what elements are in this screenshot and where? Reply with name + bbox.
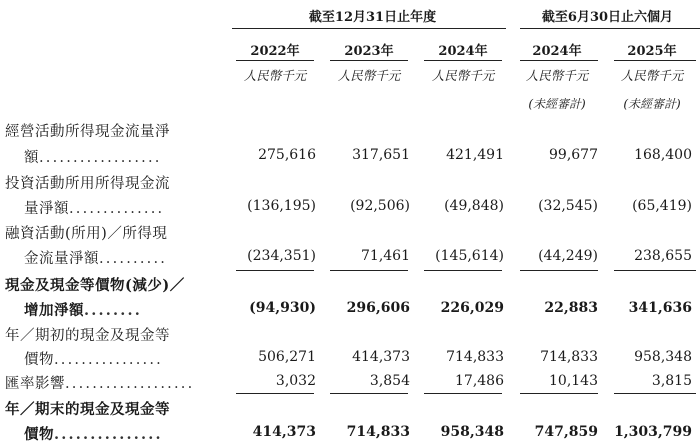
- value-cell: 3,032: [275, 373, 316, 389]
- total-rule-1: [236, 393, 314, 394]
- unaudited-note-2: (未經審計): [623, 97, 681, 111]
- leader-dots: ..............: [69, 201, 165, 217]
- row-label-text: 價物: [24, 352, 54, 368]
- subtotal-rule-5: [614, 270, 696, 271]
- value-cell: 71,461: [361, 248, 410, 264]
- unit-label-2: 人民幣千元: [337, 68, 401, 83]
- value-cell: 414,373: [252, 424, 316, 440]
- value-cell: (44,249): [538, 248, 598, 264]
- row-label-net-change-line2: [24, 299, 142, 320]
- row-label-closing-line2: [24, 423, 163, 444]
- header-group-annual: 截至12月31日止年度: [308, 10, 437, 25]
- value-cell: 958,348: [440, 424, 504, 440]
- year-header-1: 2022年: [250, 44, 300, 59]
- value-cell: (234,351): [247, 248, 316, 264]
- header-group-interim: 截至6月30日止六個月: [541, 10, 674, 25]
- leader-dots: ................: [54, 352, 163, 368]
- row-label-operating-line1: 經營活動所得現金流量淨: [5, 124, 170, 140]
- value-cell: 17,486: [455, 373, 504, 389]
- row-label-investing-line1: 投資活動所用所得現金流: [5, 176, 170, 192]
- value-cell: 99,677: [549, 147, 598, 163]
- value-cell: 296,606: [346, 300, 410, 316]
- leader-dots: ..........: [99, 251, 168, 267]
- total-rule-4: [520, 393, 598, 394]
- year-rule-3: [424, 60, 502, 61]
- row-label-opening-line1: 年／期初的現金及現金等: [5, 328, 170, 344]
- row-label-text: 額: [24, 150, 39, 166]
- value-cell: (94,930): [249, 300, 316, 316]
- value-cell: 3,854: [369, 373, 410, 389]
- year-header-2: 2023年: [344, 44, 394, 59]
- year-header-5: 2025年: [627, 44, 677, 59]
- leader-dots: ........: [84, 302, 142, 319]
- value-cell: 275,616: [258, 147, 316, 163]
- year-rule-5: [614, 60, 696, 61]
- leader-dots: ..................: [39, 150, 162, 166]
- year-rule-4: [520, 60, 598, 61]
- row-label-financing-line2: [24, 247, 167, 268]
- value-cell: 3,815: [651, 373, 692, 389]
- subtotal-rule-3: [424, 270, 502, 271]
- year-header-4: 2024年: [532, 44, 582, 59]
- value-cell: 226,029: [440, 300, 504, 316]
- value-cell: 506,271: [258, 349, 316, 365]
- unit-label-4: 人民幣千元: [525, 68, 589, 83]
- value-cell: 341,636: [628, 300, 692, 316]
- unit-label-1: 人民幣千元: [243, 68, 307, 83]
- row-label-net-change-line1: 現金及現金等價物(減少)／: [5, 277, 185, 294]
- value-cell: (92,506): [350, 198, 410, 214]
- value-cell: 958,348: [634, 349, 692, 365]
- row-label-text: 金流量淨額: [24, 251, 99, 267]
- value-cell: 747,859: [534, 424, 598, 440]
- year-header-3: 2024年: [438, 44, 488, 59]
- row-label-text: 量淨額: [24, 201, 69, 217]
- value-cell: 317,651: [352, 147, 410, 163]
- header-group-rule-interim: [520, 28, 700, 29]
- value-cell: (136,195): [247, 198, 316, 214]
- row-label-text: 匯率影響: [5, 376, 65, 392]
- leader-dots: ...............: [54, 426, 163, 443]
- value-cell: 10,143: [549, 373, 598, 389]
- value-cell: 414,373: [352, 349, 410, 365]
- value-cell: 238,655: [634, 248, 692, 264]
- value-cell: 714,833: [346, 424, 410, 440]
- leader-dots: ...................: [65, 376, 195, 392]
- value-cell: 714,833: [446, 349, 504, 365]
- value-cell: (65,419): [632, 198, 692, 214]
- value-cell: (32,545): [538, 198, 598, 214]
- row-label-fx-effect: [5, 372, 194, 393]
- value-cell: 22,883: [544, 300, 598, 316]
- row-label-text: 價物: [24, 426, 54, 443]
- subtotal-rule-2: [330, 270, 408, 271]
- value-cell: 168,400: [634, 147, 692, 163]
- header-group-rule-annual: [232, 28, 506, 29]
- row-label-text: 增加淨額: [24, 302, 84, 319]
- value-cell: 421,491: [446, 147, 504, 163]
- row-label-opening-line2: [24, 348, 163, 369]
- subtotal-rule-1: [236, 270, 314, 271]
- unit-label-5: 人民幣千元: [620, 68, 684, 83]
- row-label-financing-line1: 融資活動(所用)／所得現: [5, 226, 168, 242]
- row-label-investing-line2: [24, 197, 164, 218]
- value-cell: 714,833: [540, 349, 598, 365]
- total-rule-5: [614, 393, 696, 394]
- year-rule-1: [236, 60, 314, 61]
- unaudited-note-1: (未經審計): [528, 97, 586, 111]
- subtotal-rule-4: [520, 270, 598, 271]
- row-label-operating-line2: [24, 146, 162, 167]
- year-rule-2: [330, 60, 408, 61]
- row-label-closing-line1: 年／期末的現金及現金等: [5, 401, 170, 418]
- value-cell: (49,848): [444, 198, 504, 214]
- total-rule-2: [330, 393, 408, 394]
- unit-label-3: 人民幣千元: [431, 68, 495, 83]
- value-cell: 1,303,799: [614, 424, 692, 440]
- total-rule-3: [424, 393, 502, 394]
- value-cell: (145,614): [435, 248, 504, 264]
